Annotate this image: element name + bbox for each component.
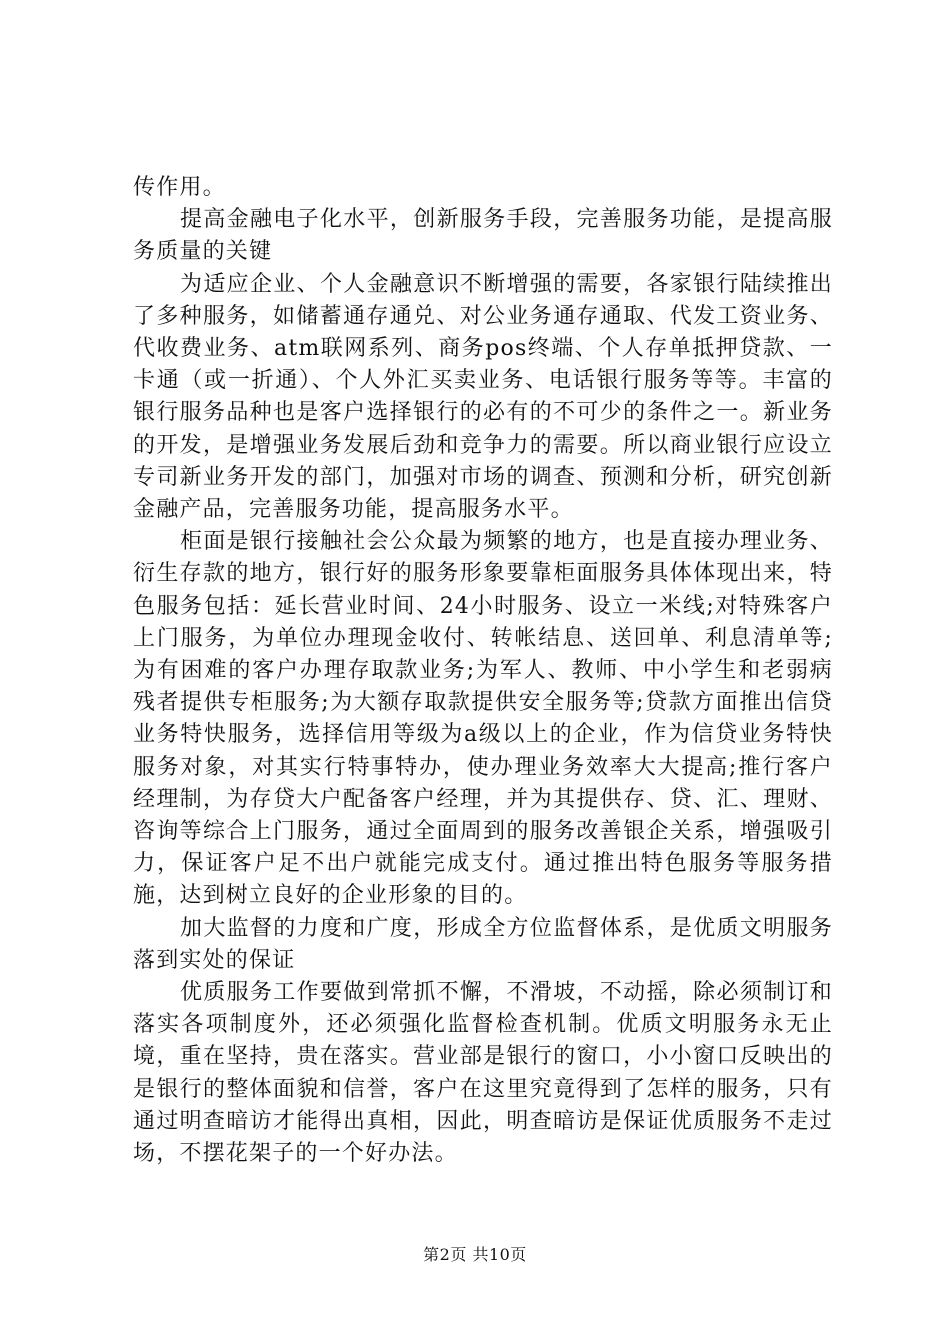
paragraph-continuation: 传作用。: [133, 175, 226, 200]
page-number-footer: 第2页 共10页: [423, 1245, 527, 1264]
document-body: [133, 172, 833, 1170]
paragraph-counter-services: 柜面是银行接触社会公众最为频繁的地方，也是直接办理业务、衍生存款的地方，银行好的服务形象要靠柜面服务具体体现出来，特色服务包括：延长营业时间、24小时服务、设立一米线;对特殊客户上门服务，为单位办理现金收付、转帐结息、送回单、利息清单等;为有困难的客户办理存取款业务;为军人、教师、中小学生和老弱病残者提供专柜服务;为大额存取款提供安全服务等;贷款方面推出信贷业务特快服务，选择信用等级为a级以上的企业，作为信贷业务特快服务对象，对其实行特事特办，使办理业务效率大大提高;推行客户经理制，为存贷大户配备客户经理，并为其提供存、贷、汇、理财、咨询等综合上门服务，通过全面周到的服务改善银企关系，增强吸引力，保证客户足不出户就能完成支付。通过推出特色服务等服务措施，达到树立良好的企业形象的目的。: [133, 529, 833, 909]
paragraph-supervision: 优质服务工作要做到常抓不懈，不滑坡，不动摇，除必须制订和落实各项制度外，还必须强化监督检查机制。优质文明服务永无止境，重在坚持，贵在落实。营业部是银行的窗口，小小窗口反映出的是银行的整体面貌和信誉，客户在这里究竟得到了怎样的服务，只有通过明查暗访才能得出真相，因此，明查暗访是保证优质服务不走过场，不摆花架子的一个好办法。: [133, 980, 833, 1167]
section-heading-electronic: 提高金融电子化水平，创新服务手段，完善服务功能，是提高服务质量的关键: [133, 207, 833, 265]
paragraph-services: 为适应企业、个人金融意识不断增强的需要，各家银行陆续推出了多种服务，如储蓄通存通兑、对公业务通存通取、代发工资业务、代收费业务、atm联网系列、商务pos终端、个人存单抵押贷款、一卡通（或一折通）、个人外汇买卖业务、电话银行服务等等。丰富的银行服务品种也是客户选择银行的必有的不可少的条件之一。新业务的开发，是增强业务发展后劲和竞争力的需要。所以商业银行应设立专司新业务开发的部门，加强对市场的调查、预测和分析，研究创新金融产品，完善服务功能，提高服务水平。: [133, 271, 833, 523]
section-heading-supervision: 加大监督的力度和广度，形成全方位监督体系，是优质文明服务落到实处的保证: [133, 915, 833, 973]
